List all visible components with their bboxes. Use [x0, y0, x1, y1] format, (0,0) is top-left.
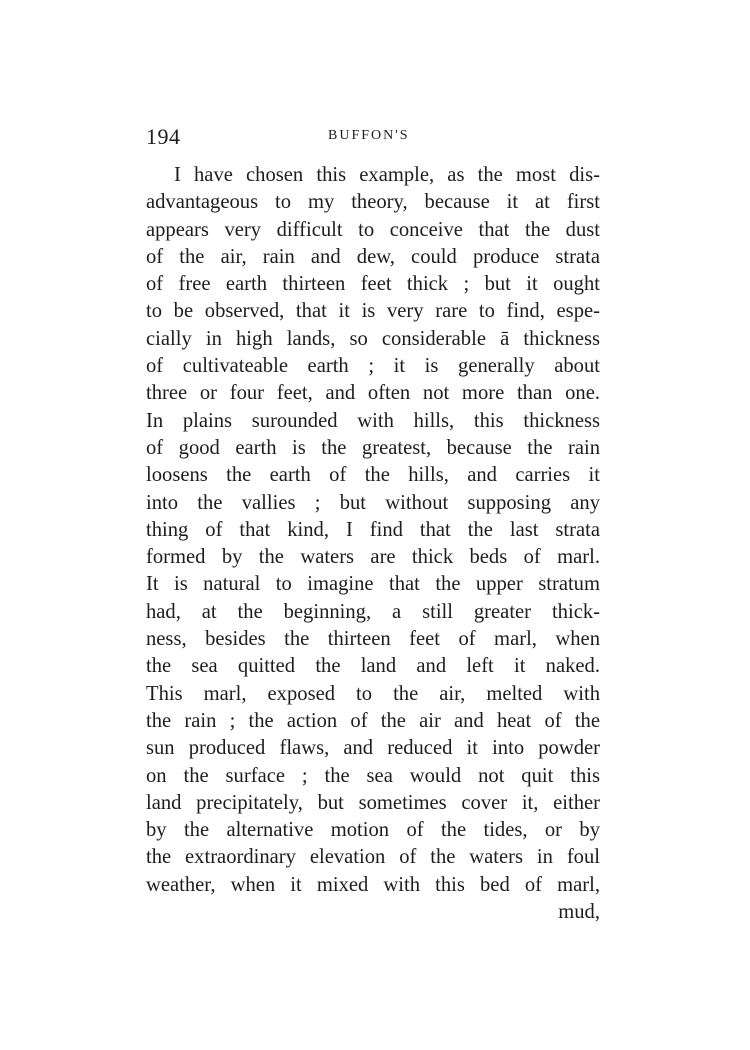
text-line: of cultivateable earth ; it is generally about	[146, 355, 600, 378]
text-line: sun produced flaws, and reduced it into powder	[146, 737, 600, 760]
text-line: cially in high lands, so considerable ā thickness	[146, 327, 600, 350]
text-line: weather, when it mixed with this bed of marl,	[146, 873, 600, 896]
text-line: of good earth is the greatest, because the rain	[146, 436, 600, 459]
text-line: had, at the beginning, a still greater thick-	[146, 600, 600, 623]
body-paragraph	[146, 162, 600, 926]
page-header	[146, 124, 600, 152]
text-line: loosens the earth of the hills, and carries it	[146, 464, 600, 487]
text-line: of the air, rain and dew, could produce strata	[146, 245, 600, 268]
text-line: It is natural to imagine that the upper stratum	[146, 573, 600, 596]
text-line: land precipitately, but sometimes cover it, either	[146, 791, 600, 814]
text-line: formed by the waters are thick beds of marl.	[146, 546, 600, 569]
page-number: 194	[146, 124, 181, 149]
text-line: thing of that kind, I find that the last strata	[146, 518, 600, 541]
catchword: mud,	[558, 901, 600, 924]
text-line: I have chosen this example, as the most dis-	[174, 164, 600, 186]
text-line: three or four feet, and often not more than one.	[146, 382, 600, 405]
text-line: of free earth thirteen feet thick ; but it ought	[146, 273, 600, 296]
text-line: the rain ; the action of the air and heat of the	[146, 709, 600, 732]
text-line: ness, besides the thirteen feet of marl, when	[146, 628, 600, 651]
text-line: by the alternative motion of the tides, or by	[146, 819, 600, 842]
text-line: This marl, exposed to the air, melted with	[146, 682, 600, 705]
text-line: into the vallies ; but without supposing any	[146, 491, 600, 514]
text-line: advantageous to my theory, because it at first	[146, 191, 600, 214]
running-head: BUFFON'S	[328, 128, 410, 143]
text-line: the sea quitted the land and left it naked.	[146, 655, 600, 678]
text-line: to be observed, that it is very rare to find, espe-	[146, 300, 600, 323]
text-line: appears very difficult to conceive that the dust	[146, 218, 600, 241]
text-line: the extraordinary elevation of the waters in foul	[146, 846, 600, 869]
text-line: In plains surounded with hills, this thickness	[146, 409, 600, 432]
text-line: on the surface ; the sea would not quit this	[146, 764, 600, 787]
